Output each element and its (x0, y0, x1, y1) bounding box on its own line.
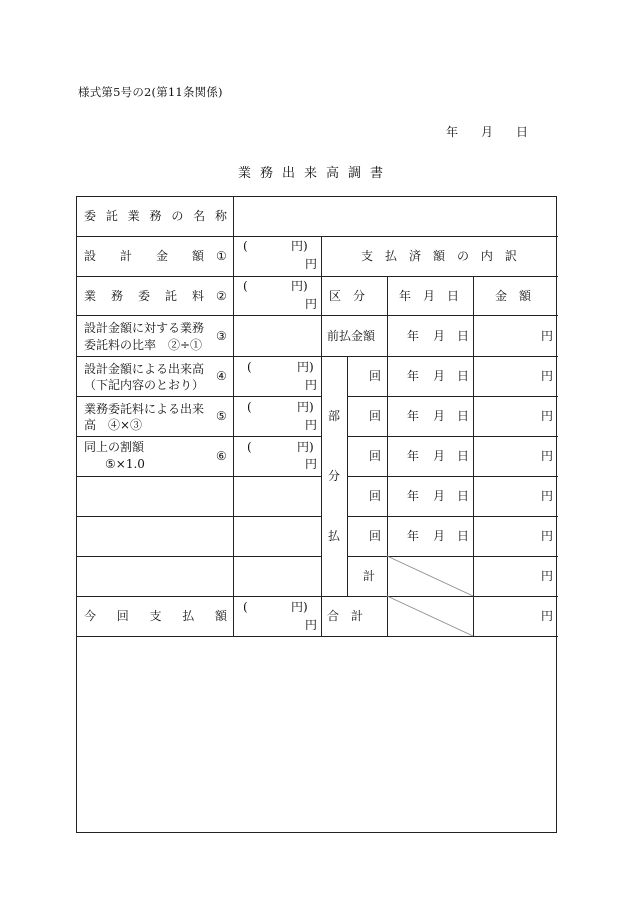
output-design-line1: 設計金額による出来高 (84, 362, 205, 376)
output-fee-marker: ⑤ (216, 409, 227, 423)
commission-fee-yen: 円 (305, 297, 318, 311)
installment-4-date-d: 日 (457, 489, 470, 503)
installment-5-yen: 円 (541, 529, 554, 543)
installment-1-yen: 円 (541, 369, 554, 383)
partial-payment-char-3: 払 (328, 529, 341, 543)
installment-2-label: 回 (369, 409, 382, 423)
installment-4-date-m: 月 (433, 489, 446, 503)
installment-3-date-d: 日 (457, 449, 470, 463)
installment-2-date-m: 月 (433, 409, 446, 423)
output-fee-line1: 業務委託料による出来 (84, 402, 205, 416)
share-paren-open: ( (247, 440, 252, 454)
advance-date-y: 年 (407, 329, 420, 343)
installment-2-yen: 円 (541, 409, 554, 423)
output-design-line2: （下記内容のとおり） (84, 378, 205, 392)
subtotal-label: 計 (363, 569, 376, 583)
col-header-amount: 金 額 (495, 289, 532, 303)
installment-3-date-y: 年 (407, 449, 420, 463)
commission-fee-paren-close: 円) (291, 279, 308, 293)
partial-payment-char-1: 部 (328, 409, 341, 423)
output-fee-paren-open: ( (247, 400, 252, 414)
advance-payment-label: 前払金額 (327, 329, 376, 343)
subtotal-yen: 円 (541, 569, 554, 583)
output-design-yen: 円 (305, 378, 318, 392)
total-yen: 円 (541, 609, 554, 623)
partial-payment-char-2: 分 (328, 469, 341, 483)
document-title: 業務出来高調書 (237, 166, 392, 181)
installment-4-date-y: 年 (407, 489, 420, 503)
installment-1-label: 回 (369, 369, 382, 383)
total-label: 合 計 (327, 609, 364, 623)
output-fee-yen: 円 (305, 418, 318, 432)
output-fee-line2: 高 ④×③ (84, 418, 143, 432)
installment-1-date-m: 月 (433, 369, 446, 383)
ratio-marker: ③ (216, 329, 227, 343)
installment-2-date-y: 年 (407, 409, 420, 423)
col-header-category: 区 分 (329, 289, 366, 303)
installment-3-yen: 円 (541, 449, 554, 463)
installment-5-date-y: 年 (407, 529, 420, 543)
ratio-label-line2: 委託料の比率 ②÷① (84, 338, 203, 352)
share-line1: 同上の割額 (84, 440, 145, 454)
installment-3-date-m: 月 (433, 449, 446, 463)
design-amount-yen: 円 (305, 257, 318, 271)
date-year: 年 (446, 125, 459, 139)
advance-date-m: 月 (433, 329, 446, 343)
commission-fee-paren-open: ( (243, 279, 248, 293)
commission-fee-label: 業 務 委 託 料 (84, 289, 204, 303)
ratio-label-line1: 設計金額に対する業務 (84, 321, 205, 335)
installment-5-date-m: 月 (433, 529, 446, 543)
design-amount-label: 設 計 金 額 (84, 249, 204, 263)
col-header-date: 年 月 日 (399, 289, 460, 303)
date-day: 日 (516, 125, 529, 139)
output-statement-table (76, 196, 557, 833)
total-date-diagonal (387, 596, 473, 636)
form-number: 様式第5号の2(第11条関係) (78, 85, 223, 99)
installment-4-label: 回 (369, 489, 382, 503)
commission-fee-marker: ② (216, 289, 227, 303)
advance-amount-yen: 円 (541, 329, 554, 343)
this-payment-yen: 円 (305, 618, 318, 632)
this-payment-paren-close: 円) (291, 600, 308, 614)
design-amount-paren-close: 円) (291, 239, 308, 253)
installment-1-date-y: 年 (407, 369, 420, 383)
design-amount-marker: ① (216, 249, 227, 263)
advance-date-d: 日 (457, 329, 470, 343)
date-month: 月 (481, 125, 494, 139)
installment-1-date-d: 日 (457, 369, 470, 383)
installment-2-date-d: 日 (457, 409, 470, 423)
output-design-marker: ④ (216, 369, 227, 383)
installment-3-label: 回 (369, 449, 382, 463)
output-design-paren-close: 円) (297, 360, 314, 374)
installment-4-yen: 円 (541, 489, 554, 503)
share-line2: ⑤×1.0 (105, 457, 145, 471)
share-paren-close: 円) (297, 440, 314, 454)
subtotal-date-diagonal (387, 556, 473, 596)
share-yen: 円 (305, 457, 318, 471)
output-design-paren-open: ( (247, 360, 252, 374)
design-amount-paren-open: ( (243, 239, 248, 253)
this-payment-paren-open: ( (243, 600, 248, 614)
installment-5-label: 回 (369, 529, 382, 543)
breakdown-header: 支 払 済 額 の 内 訳 (361, 249, 517, 263)
this-payment-label: 今 回 支 払 額 (84, 609, 227, 623)
share-marker: ⑥ (216, 449, 227, 463)
output-fee-paren-close: 円) (297, 400, 314, 414)
contract-name-label: 委 託 業 務 の 名 称 (84, 209, 227, 223)
installment-5-date-d: 日 (457, 529, 470, 543)
